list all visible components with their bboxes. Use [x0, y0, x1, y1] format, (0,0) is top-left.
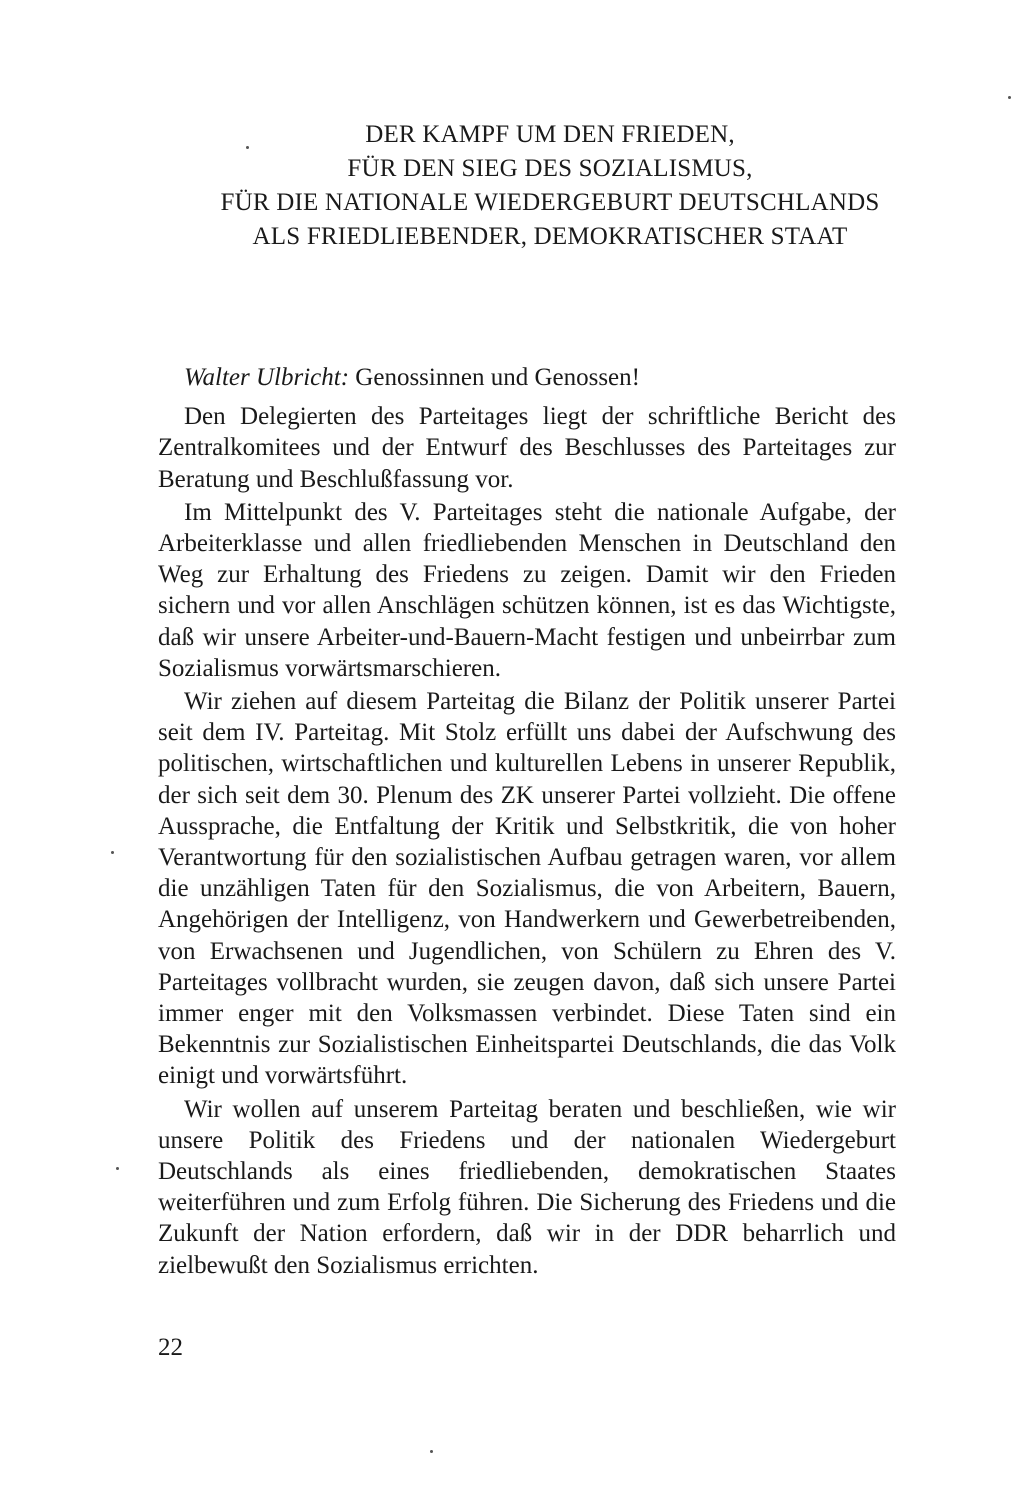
speaker-name: Walter Ulbricht:	[184, 364, 350, 391]
speech-body	[158, 362, 896, 1283]
heading-line-2: FÜR DEN SIEG DES SOZIALISMUS,	[347, 155, 753, 182]
chapter-heading	[120, 118, 980, 254]
scan-speck	[246, 146, 249, 149]
scan-speck	[116, 1167, 119, 1170]
page-number: 22	[158, 1334, 183, 1361]
heading-line-1: DER KAMPF UM DEN FRIEDEN,	[365, 121, 735, 148]
paragraph-3: Wir ziehen auf diesem Parteitag die Bilanz der Politik unserer Partei seit dem IV. Parteitag. Mit Stolz erfüllt uns dabei der Aufschwung des politischen, wirtschaftlichen und kulturellen Lebens in unserer Republik, der sich seit dem 30. Plenum des ZK unserer Partei vollzieht. Die offene Aussprache, die Entfaltung der Kritik und Selbstkritik, die von hoher Verantwortung für den sozialistischen Aufbau getragen waren, vor allem die unzähligen Taten für den Sozialismus, die von Arbeitern, Bauern, Angehörigen der Intelligenz, von Handwerkern und Gewerbetreibenden, von Erwachsenen und Jugendlichen, von Schülern zu Ehren des V. Parteitages vollbracht wurden, sie zeugen davon, daß sich unsere Partei immer enger mit den Volksmassen verbindet. Diese Taten sind ein Bekenntnis zur Sozialistischen Einheitspartei Deutschlands, die das Volk einigt und vorwärtsführt.	[158, 688, 896, 1090]
opening-line	[158, 362, 896, 393]
paragraph-4: Wir wollen auf unserem Parteitag beraten und beschließen, wie wir unsere Politik des Friedens und der nationalen Wiedergeburt Deutschlands als eines friedliebenden, demokratischen Staates weiterführen und zum Erfolg führen. Die Sicherung des Friedens und die Zukunft der Nation erfordern, daß wir in der DDR beharrlich und zielbewußt den Sozialismus errichten.	[158, 1095, 896, 1279]
greeting: Genossinnen und Genossen!	[355, 364, 640, 391]
heading-line-4: ALS FRIEDLIEBENDER, DEMOKRATISCHER STAAT	[252, 223, 848, 250]
scan-speck	[430, 1450, 433, 1453]
paragraph-2: Im Mittelpunkt des V. Parteitages steht die nationale Aufgabe, der Arbeiterklasse und allen friedliebenden Menschen in Deutschland den Weg zur Erhaltung des Friedens zu zeigen. Damit wir den Frieden sichern und vor allen Anschlägen schützen können, ist es das Wichtigste, daß wir unsere Arbeiter-und-Bauern-Macht festigen und unbeirrbar zum Sozialismus vorwärtsmarschieren.	[158, 498, 896, 682]
scan-speck	[111, 851, 114, 854]
heading-line-3: FÜR DIE NATIONALE WIEDERGEBURT DEUTSCHLANDS	[220, 189, 880, 216]
paragraph-1: Den Delegierten des Parteitages liegt der schriftliche Bericht des Zentralkomitees und der Entwurf des Beschlusses des Parteitages zur Beratung und Beschlußfassung vor.	[158, 403, 896, 493]
scan-speck	[1008, 96, 1011, 99]
